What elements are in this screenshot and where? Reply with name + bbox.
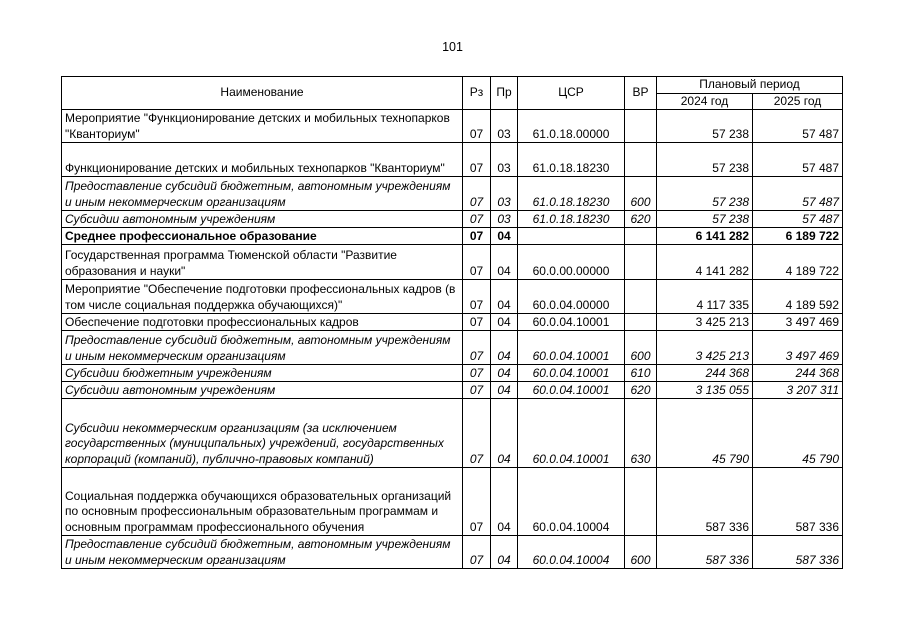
table-row: [62, 110, 843, 143]
row-2024: 57 238: [657, 110, 753, 143]
row-name: Социальная поддержка обучающихся образовательных организаций по основным профессиональным образовательным программам и основным программам профессионального обучения: [62, 468, 463, 536]
row-2025: 57 487: [753, 143, 843, 177]
row-pr: 04: [491, 382, 518, 399]
row-name: Государственная программа Тюменской области "Развитие образования и науки": [62, 245, 463, 280]
row-name: Среднее профессиональное образование: [62, 228, 463, 245]
row-name: Субсидии некоммерческим организациям (за исключением государственных (муниципальных) учреждений, государственных корпораций (компаний), публично-правовых компаний): [62, 399, 463, 468]
row-rz: 07: [463, 331, 491, 365]
row-csr: [518, 228, 625, 245]
table-row: [62, 365, 843, 382]
row-rz: 07: [463, 280, 491, 314]
row-2025: 4 189 722: [753, 245, 843, 280]
row-2024: 587 336: [657, 468, 753, 536]
row-name: Предоставление субсидий бюджетным, автономным учреждениям и иным некоммерческим организациям: [62, 536, 463, 569]
row-vr: [625, 314, 657, 331]
row-csr: 60.0.04.10001: [518, 365, 625, 382]
row-pr: 03: [491, 177, 518, 211]
row-name: Предоставление субсидий бюджетным, автономным учреждениям и иным некоммерческим организациям: [62, 331, 463, 365]
table-row: [62, 314, 843, 331]
row-vr: [625, 143, 657, 177]
table-row: [62, 211, 843, 228]
row-rz: 07: [463, 110, 491, 143]
row-2025: 3 207 311: [753, 382, 843, 399]
row-2025: 57 487: [753, 211, 843, 228]
row-vr: 630: [625, 399, 657, 468]
row-2025: 244 368: [753, 365, 843, 382]
row-vr: [625, 468, 657, 536]
row-pr: 03: [491, 211, 518, 228]
row-vr: [625, 228, 657, 245]
header-name: Наименование: [62, 77, 463, 110]
header-rz: Рз: [463, 77, 491, 110]
row-pr: 04: [491, 245, 518, 280]
row-2024: 57 238: [657, 211, 753, 228]
row-2025: 57 487: [753, 177, 843, 211]
row-pr: 04: [491, 280, 518, 314]
row-csr: 60.0.04.10001: [518, 382, 625, 399]
row-csr: 60.0.04.10001: [518, 399, 625, 468]
row-2025: 4 189 592: [753, 280, 843, 314]
header-csr: ЦСР: [518, 77, 625, 110]
row-2024: 3 425 213: [657, 331, 753, 365]
header-plan-period: Плановый период: [657, 77, 843, 94]
row-vr: 600: [625, 177, 657, 211]
budget-table: [61, 76, 843, 569]
row-rz: 07: [463, 177, 491, 211]
row-rz: 07: [463, 365, 491, 382]
row-pr: 04: [491, 314, 518, 331]
row-pr: 03: [491, 143, 518, 177]
row-vr: [625, 280, 657, 314]
row-csr: 61.0.18.18230: [518, 177, 625, 211]
row-2024: 6 141 282: [657, 228, 753, 245]
row-2025: 587 336: [753, 468, 843, 536]
row-name: Субсидии бюджетным учреждениям: [62, 365, 463, 382]
row-pr: 04: [491, 331, 518, 365]
header-pr: Пр: [491, 77, 518, 110]
header-year-2024: 2024 год: [657, 93, 753, 110]
row-2025: 6 189 722: [753, 228, 843, 245]
row-name: Субсидии автономным учреждениям: [62, 211, 463, 228]
table-row: [62, 536, 843, 569]
row-vr: 620: [625, 382, 657, 399]
header-vr: ВР: [625, 77, 657, 110]
row-vr: [625, 110, 657, 143]
row-rz: 07: [463, 245, 491, 280]
row-name: Обеспечение подготовки профессиональных кадров: [62, 314, 463, 331]
row-pr: 04: [491, 399, 518, 468]
table-row: [62, 399, 843, 468]
table-row: [62, 382, 843, 399]
page-number: 101: [442, 40, 463, 54]
row-pr: 03: [491, 110, 518, 143]
table-row: [62, 228, 843, 245]
table-row: [62, 245, 843, 280]
table-row: [62, 177, 843, 211]
row-vr: 600: [625, 536, 657, 569]
row-2025: 3 497 469: [753, 331, 843, 365]
table-row: [62, 280, 843, 314]
row-2025: 57 487: [753, 110, 843, 143]
row-2024: 3 425 213: [657, 314, 753, 331]
table-row: [62, 331, 843, 365]
row-rz: 07: [463, 468, 491, 536]
row-name: Мероприятие "Обеспечение подготовки профессиональных кадров (в том числе социальная поддержка обучающихся)": [62, 280, 463, 314]
row-csr: 61.0.18.18230: [518, 143, 625, 177]
row-rz: 07: [463, 228, 491, 245]
row-rz: 07: [463, 314, 491, 331]
row-rz: 07: [463, 143, 491, 177]
row-vr: 610: [625, 365, 657, 382]
row-2024: 4 141 282: [657, 245, 753, 280]
row-csr: 60.0.04.10001: [518, 314, 625, 331]
row-vr: [625, 245, 657, 280]
row-2025: 3 497 469: [753, 314, 843, 331]
row-rz: 07: [463, 399, 491, 468]
row-pr: 04: [491, 468, 518, 536]
row-name: Функционирование детских и мобильных технопарков "Кванториум": [62, 143, 463, 177]
row-csr: 60.0.04.10004: [518, 536, 625, 569]
row-2024: 244 368: [657, 365, 753, 382]
table-row: [62, 468, 843, 536]
table-row: [62, 143, 843, 177]
row-2024: 57 238: [657, 143, 753, 177]
row-vr: 600: [625, 331, 657, 365]
row-pr: 04: [491, 228, 518, 245]
row-csr: 61.0.18.18230: [518, 211, 625, 228]
row-2024: 4 117 335: [657, 280, 753, 314]
row-2024: 587 336: [657, 536, 753, 569]
row-csr: 60.0.04.00000: [518, 280, 625, 314]
row-2025: 587 336: [753, 536, 843, 569]
row-vr: 620: [625, 211, 657, 228]
row-pr: 04: [491, 365, 518, 382]
header-year-2025: 2025 год: [753, 93, 843, 110]
row-csr: 60.0.04.10001: [518, 331, 625, 365]
row-2024: 45 790: [657, 399, 753, 468]
row-csr: 60.0.00.00000: [518, 245, 625, 280]
row-pr: 04: [491, 536, 518, 569]
row-2024: 3 135 055: [657, 382, 753, 399]
row-csr: 61.0.18.00000: [518, 110, 625, 143]
row-name: Мероприятие "Функционирование детских и мобильных технопарков "Кванториум": [62, 110, 463, 143]
row-csr: 60.0.04.10004: [518, 468, 625, 536]
row-rz: 07: [463, 536, 491, 569]
row-2024: 57 238: [657, 177, 753, 211]
row-rz: 07: [463, 211, 491, 228]
row-rz: 07: [463, 382, 491, 399]
row-name: Субсидии автономным учреждениям: [62, 382, 463, 399]
row-name: Предоставление субсидий бюджетным, автономным учреждениям и иным некоммерческим организациям: [62, 177, 463, 211]
row-2025: 45 790: [753, 399, 843, 468]
